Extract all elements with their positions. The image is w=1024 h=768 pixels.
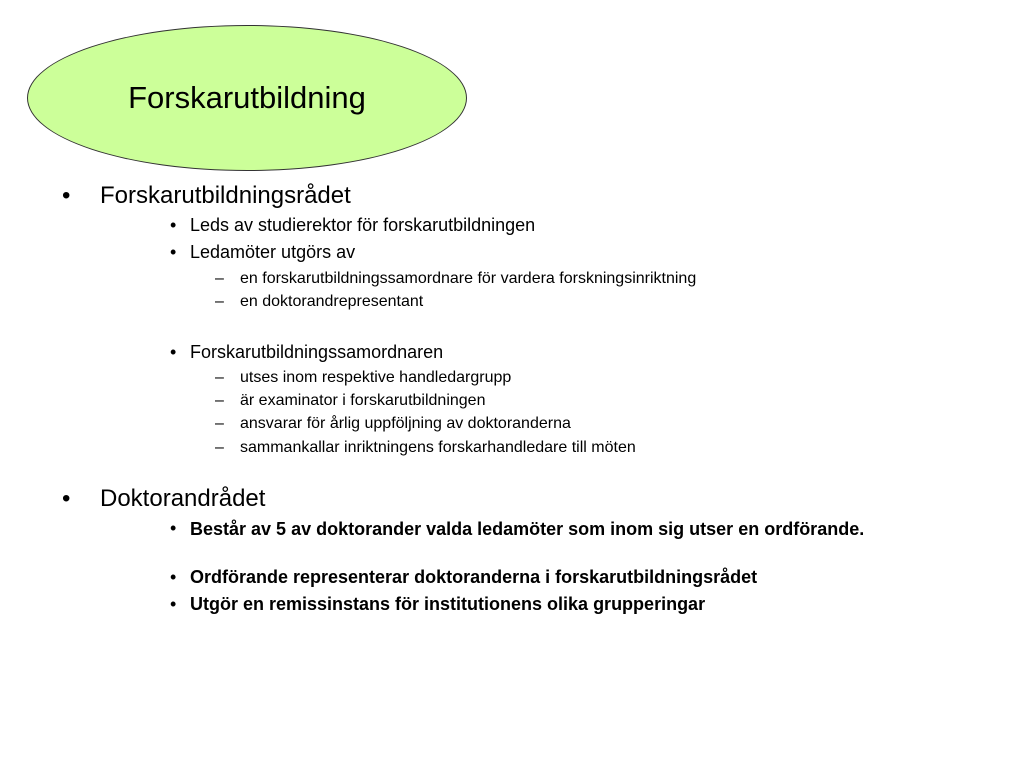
sub-list-item: en forskarutbildningssamordnare för vardera forskningsinriktning	[240, 270, 697, 287]
dash-icon: –	[215, 439, 224, 456]
section-heading: Forskarutbildningsrådet	[100, 182, 351, 209]
sub-list-item: är examinator i forskarutbildningen	[240, 392, 486, 409]
list-item: Ordförande representerar doktoranderna i forskarutbildningsrådet	[190, 567, 758, 587]
bullet-icon: •	[170, 342, 177, 362]
bullet-icon: •	[170, 215, 177, 235]
sub-list-item: sammankallar inriktningens forskarhandledare till möten	[240, 439, 636, 456]
sub-list-item: utses inom respektive handledargrupp	[240, 369, 512, 386]
bullet-icon: •	[62, 182, 71, 209]
slide-title: Forskarutbildning	[128, 79, 366, 115]
list-item: Består av 5 av doktorander valda ledamöter som inom sig utser en ordförande.	[190, 519, 865, 539]
sub-list-item: en doktorandrepresentant	[240, 293, 424, 310]
section-heading: Doktorandrådet	[100, 485, 266, 512]
dash-icon: –	[215, 270, 224, 287]
bullet-icon: •	[170, 594, 177, 614]
list-item: Forskarutbildningssamordnaren	[190, 342, 444, 362]
sub-list-item: ansvarar för årlig uppföljning av doktoranderna	[240, 415, 571, 432]
list-item: Leds av studierektor för forskarutbildningen	[190, 215, 536, 235]
dash-icon: –	[215, 415, 224, 432]
list-item: Utgör en remissinstans för institutionens olika grupperingar	[190, 594, 706, 614]
title-ellipse	[27, 25, 467, 171]
dash-icon: –	[215, 392, 224, 409]
bullet-icon: •	[170, 242, 177, 262]
bullet-icon: •	[62, 485, 71, 512]
list-item: Ledamöter utgörs av	[190, 242, 356, 262]
dash-icon: –	[215, 369, 224, 386]
bullet-icon: •	[170, 567, 177, 587]
bullet-icon: •	[170, 518, 177, 538]
dash-icon: –	[215, 293, 224, 310]
